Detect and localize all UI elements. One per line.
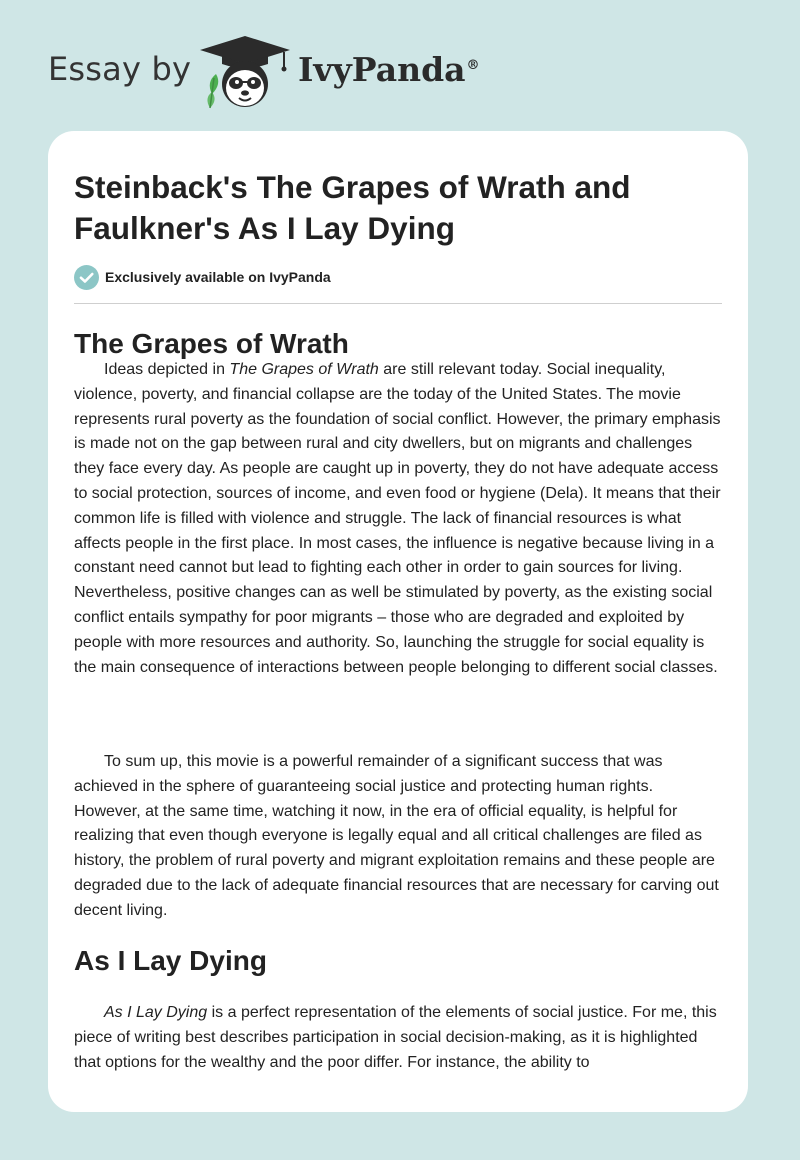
paragraph-grapes-1 [74,358,724,680]
paragraph-grapes-1-italic: The Grapes of Wrath [229,361,379,378]
brand-text: IvyPanda [298,50,466,89]
brand-name[interactable] [298,50,480,89]
paragraph-dying-1 [74,1001,724,1075]
paragraph-grapes-2: To sum up, this movie is a powerful remainder of a significant success that was achieved in the sphere of guaranteeing social justice and protecting human rights. However, at the same time, watching it now, in the era of official equality, is helpful for realizing that even though everyone is legally equal and all critical challenges are filed as history, the problem of rural poverty and migrant exploitation remains and these people are degraded due to the lack of adequate financial resources that are necessary for carving out decent living. [74,753,719,919]
paragraph-dying-1-italic: As I Lay Dying [104,1004,208,1021]
article-card [48,131,748,1112]
registered-mark: ® [466,58,480,73]
check-circle-icon [74,265,99,290]
exclusive-badge [74,264,331,290]
paragraph-dying-1-after: is a perfect representation of the elements of social justice. For me, this piece of writing best describes participation in social decision-making, as it is highlighted that options for the wealthy and the poor differ. For instance, the ability to [74,1004,717,1071]
paragraph-grapes-1-before: Ideas depicted in [104,361,230,378]
article-title: Steinback's The Grapes of Wrath and Faulkner's As I Lay Dying [74,169,631,246]
section-heading-as-i-lay-dying: As I Lay Dying [74,945,267,976]
site-header [0,0,800,130]
section-heading-grapes-of-wrath: The Grapes of Wrath [74,328,349,359]
essay-by-label: Essay by [48,50,192,88]
paragraph-grapes-1-after: are still relevant today. Social inequality, violence, poverty, and financial collapse are the today of the United States. The movie represents rural poverty as the foundation of social conflict. However, the primary emphasis is made not on the gap between rural and city dwellers, but on migrants and challenges they face every day. As people are caught up in poverty, they do not have adequate access to social protection, sources of income, and even food or hygiene (Dela). It means that their common life is filled with violence and struggle. The lack of financial resources is what affects people in the first place. In most cases, the influence is negative because living in a constant need cannot but lead to fighting each other in order to gain sources for living. Nevertheless, positive changes can as well be stimulated by poverty, as the existing social conflict entails sympathy for poor migrants – those who are degraded and exploited by people with more resources and authority. So, launching the struggle for social equality is the main consequence of interactions between people belonging to different social classes. [74,361,721,676]
title-divider [74,303,722,304]
panda-logo-icon[interactable] [198,34,292,110]
exclusive-badge-text: Exclusively available on IvyPanda [105,269,331,285]
